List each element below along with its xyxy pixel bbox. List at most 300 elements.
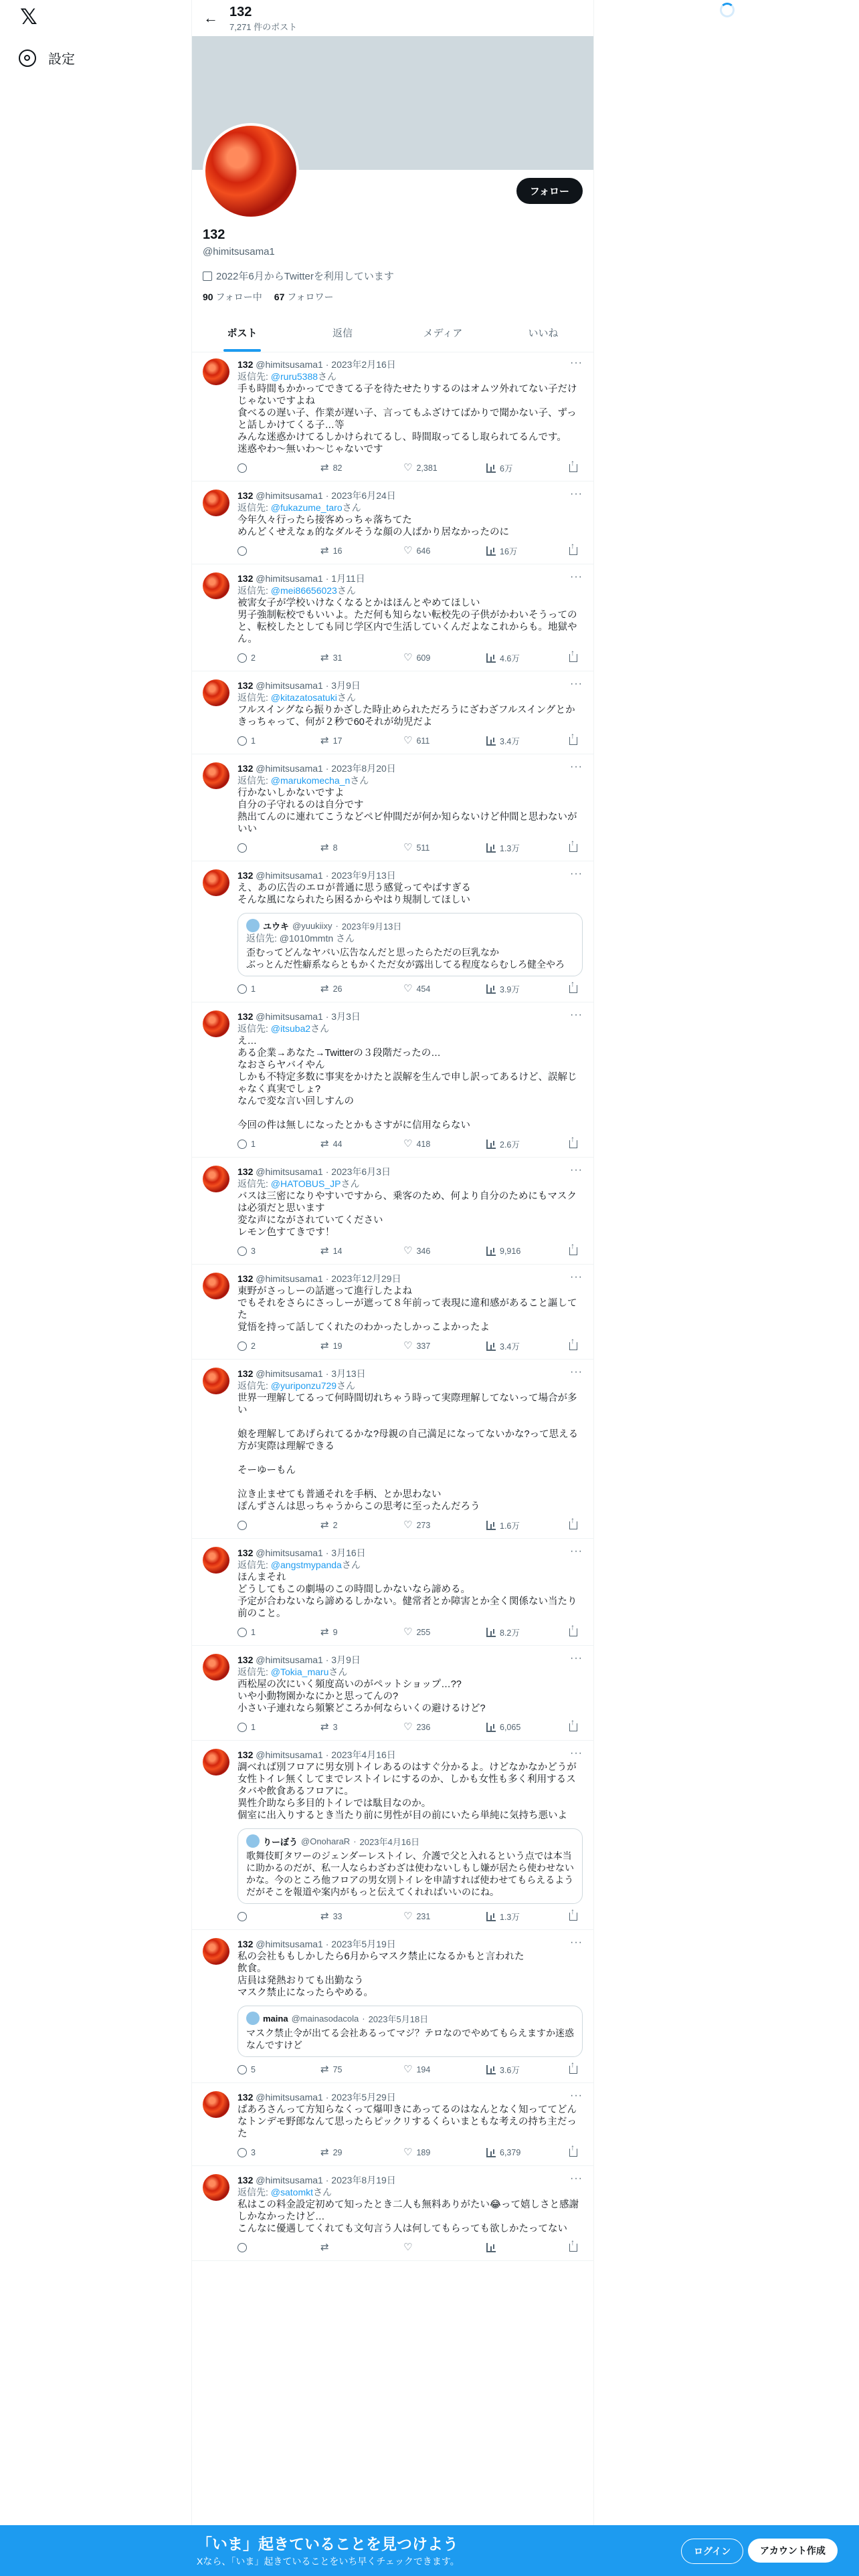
retweet-icon: ⇄ [320,1721,329,1733]
like-count: 273 [416,1521,431,1530]
retweet-button[interactable] [320,2148,381,2157]
reply-icon [237,1628,247,1637]
tweet-date[interactable]: 3月16日 [331,1547,366,1558]
reply-button[interactable] [237,1521,298,1530]
tweet-author-name[interactable]: 132 [237,359,254,370]
share-button[interactable] [569,1723,583,1731]
tweet[interactable] [192,1360,593,1539]
quote-author-name: りーぼう [263,1836,298,1847]
reply-to-handle[interactable]: @satomkt [270,2187,314,2197]
tweet-body [237,1547,583,1638]
like-button[interactable] [403,843,464,853]
reply-prefix: 返信先: [237,585,271,596]
reply-suffix: さん [341,1560,361,1570]
reply-icon [237,1247,247,1256]
retweet-count: 33 [332,1912,343,1921]
tweet-header: 132 @himitsusama1 · 2023年6月3日 [237,1166,391,1177]
tab-replies[interactable]: 返信 [332,328,353,339]
tweet-author-name[interactable]: 132 [237,2092,254,2103]
share-icon [569,2149,577,2157]
like-button[interactable] [403,736,464,746]
views-button[interactable] [486,735,547,747]
tweet[interactable] [192,1741,593,1930]
share-button[interactable] [569,654,583,662]
share-button[interactable] [569,737,583,745]
reply-button[interactable] [237,736,298,746]
retweet-button[interactable] [320,736,381,746]
retweet-button[interactable] [320,2065,381,2074]
retweet-count: 29 [332,2148,343,2157]
avatar[interactable] [203,358,229,385]
reply-to-handle[interactable]: @Tokia_maru [270,1667,329,1677]
views-button[interactable] [486,1911,547,1923]
tweet[interactable] [192,1002,593,1158]
tweet-date[interactable]: 2023年8月19日 [331,2175,396,2185]
reply-button[interactable] [237,546,298,556]
share-icon [569,1521,577,1529]
share-button[interactable] [569,1342,583,1350]
avatar[interactable] [203,572,229,599]
sidebar-item-label: 設定 [48,52,75,67]
reply-button[interactable] [237,1723,298,1732]
avatar [246,1834,260,1848]
reply-button[interactable] [237,1247,298,1256]
share-icon [569,2244,577,2252]
quoted-tweet[interactable] [237,2006,583,2057]
share-button[interactable] [569,2066,583,2074]
views-button[interactable] [486,1519,547,1531]
views-button[interactable] [486,2148,547,2157]
retweet-count: 14 [332,1247,343,1256]
reply-to-handle[interactable]: @ruru5388 [270,371,318,382]
profile-stats [203,290,334,304]
like-count: 418 [416,1140,431,1149]
reply-to-handle[interactable]: @itsuba2 [270,1023,311,1034]
avatar[interactable] [203,869,229,896]
reply-to-line [237,370,583,383]
share-button[interactable] [569,1140,583,1148]
tweet-body [237,679,583,747]
views-button[interactable] [486,652,547,664]
views-icon [486,546,496,556]
more-options-icon[interactable]: ··· [570,1545,583,1557]
retweet-button[interactable] [320,984,381,994]
reply-to-line [237,691,583,704]
like-count: 646 [416,546,431,556]
retweet-button[interactable] [320,1341,381,1351]
tweet[interactable] [192,861,593,1002]
avatar[interactable] [203,679,229,706]
retweet-button[interactable] [320,1912,381,1921]
tweet-author-name[interactable]: 132 [237,2175,254,2185]
avatar[interactable] [203,1749,229,1776]
tweet-author-handle[interactable]: @himitsusama1 [256,1749,323,1760]
share-icon [569,844,577,852]
quoted-tweet[interactable] [237,913,583,976]
reply-suffix: さん [318,371,337,382]
followers-link[interactable] [274,290,334,304]
more-options-icon[interactable]: ··· [570,1937,583,1948]
tweet-author-name[interactable]: 132 [237,1654,254,1665]
tweet[interactable] [192,1158,593,1265]
like-button[interactable] [403,1521,464,1530]
tweet[interactable] [192,1646,593,1741]
avatar[interactable] [203,1938,229,1965]
tweet-actions [237,652,583,664]
reply-to-line [237,584,583,597]
more-options-icon[interactable]: ··· [570,571,583,582]
heart-icon: ♡ [403,652,413,663]
following-link[interactable] [203,290,262,304]
tweet[interactable] [192,1265,593,1360]
more-options-icon[interactable]: ··· [570,1366,583,1378]
tweet-author-name[interactable]: 132 [237,1547,254,1558]
avatar[interactable] [203,490,229,516]
like-count: 454 [416,984,431,994]
reply-to-handle[interactable]: @HATOBUS_JP [270,1178,341,1189]
sidebar-item-settings[interactable] [19,48,75,68]
views-button[interactable] [486,1723,547,1732]
views-button[interactable] [486,983,547,995]
avatar[interactable] [203,1654,229,1681]
reply-to-handle[interactable]: @mei86656023 [270,585,337,596]
view-count: 1.3万 [500,844,520,853]
tweet-author-handle[interactable]: @himitsusama1 [256,1011,323,1022]
tweet-author-name[interactable]: 132 [237,680,254,691]
share-icon [569,654,577,662]
views-button[interactable] [486,2064,547,2076]
share-button[interactable] [569,2244,583,2252]
avatar[interactable] [203,1547,229,1574]
avatar[interactable] [203,762,229,789]
gear-icon [19,49,36,67]
reply-to-handle[interactable]: @marukomecha_n [270,775,351,786]
follow-button[interactable]: フォロー [516,178,583,204]
views-icon [486,1521,496,1530]
retweet-button[interactable] [320,1521,381,1530]
share-button[interactable] [569,2149,583,2157]
tweet-actions [237,1138,583,1150]
avatar[interactable] [203,1166,229,1192]
share-icon [569,985,577,993]
views-button[interactable] [486,842,547,854]
heart-icon: ♡ [403,1245,413,1257]
tweet[interactable] [192,1930,593,2083]
tweet-date[interactable]: 3月9日 [331,680,361,691]
retweet-button[interactable] [320,546,381,556]
tweet-actions [237,2242,583,2254]
like-button[interactable] [403,1341,464,1351]
reply-button[interactable] [237,2148,298,2157]
like-button[interactable] [403,1723,464,1732]
more-options-icon[interactable]: ··· [570,357,583,368]
share-icon [569,2066,577,2074]
views-button[interactable] [486,1247,547,1256]
reply-button[interactable] [237,653,298,663]
more-options-icon[interactable]: ··· [570,868,583,879]
reply-icon [237,1140,247,1149]
tweet-text: フルスイングなら振りかざした時止められただろうにざわざフルスイングとかきっちゃって、何が２秒で60それが幼児だよ [237,705,575,728]
tweet-author-handle[interactable]: @himitsusama1 [256,1547,323,1558]
tweet-author-handle[interactable]: @himitsusama1 [256,1368,323,1379]
tweet-author-handle[interactable]: @himitsusama1 [256,680,323,691]
tweet-date[interactable]: 2023年12月29日 [331,1273,401,1284]
more-options-icon[interactable]: ··· [570,1652,583,1664]
views-icon [486,1341,496,1351]
retweet-icon: ⇄ [320,545,329,556]
share-button[interactable] [569,464,583,472]
share-icon [569,1723,577,1731]
tweet-author-name[interactable]: 132 [237,1749,254,1760]
heart-icon: ♡ [403,983,413,994]
retweet-button[interactable] [320,843,381,853]
tweet-author-handle[interactable]: @himitsusama1 [256,573,323,584]
reply-suffix: さん [337,692,356,703]
like-button[interactable] [403,1912,464,1921]
more-options-icon[interactable]: ··· [570,761,583,772]
retweet-button[interactable] [320,1723,381,1732]
reply-to-handle[interactable]: @fukazume_taro [270,502,343,513]
avatar[interactable] [203,2174,229,2201]
tab-media[interactable]: メディア [423,328,463,339]
retweet-button[interactable] [320,463,381,473]
retweet-button[interactable] [320,653,381,663]
tweet-body [237,1938,583,2076]
more-options-icon[interactable]: ··· [570,678,583,689]
reply-icon [237,2065,247,2074]
reply-to-line [237,1023,583,1035]
login-button[interactable]: ログイン [681,2539,743,2564]
reply-button[interactable] [237,463,298,473]
tweet-text: 被害女子が学校いけなくなるとかはほんとやめてほしい 男子強制転校でもいいよ。ただ何も知らない転校先の子供がかわいそうってのと、転校したとしても同じ学区内で生活していくんだよなこれからも。地獄やん。 [237,598,577,645]
quoted-tweet[interactable] [237,1828,583,1904]
reply-button[interactable] [237,2065,298,2074]
tweet-actions [237,2064,583,2076]
views-button[interactable] [486,2243,547,2252]
signup-button[interactable]: アカウント作成 [748,2539,838,2563]
tweet-date[interactable]: 2023年8月20日 [331,763,396,774]
tweet-author-handle[interactable]: @himitsusama1 [256,2175,323,2185]
like-button[interactable] [403,1140,464,1149]
tweet-text: 今年久々行ったら接客めっちゃ落ちてた めんどくせえなぁ的なダルそうな顔の人ばかり居なかったのに [237,515,509,538]
like-button[interactable] [403,1628,464,1637]
like-count: 194 [416,2065,431,2074]
like-button[interactable] [403,2243,464,2252]
view-count: 6万 [500,464,513,473]
retweet-icon: ⇄ [320,1340,329,1352]
avatar[interactable] [203,1273,229,1299]
tweet-author-handle[interactable]: @himitsusama1 [256,1273,323,1284]
tweet-date[interactable]: 2023年6月3日 [331,1166,391,1177]
avatar[interactable] [203,1368,229,1394]
retweet-icon: ⇄ [320,2242,329,2253]
x-logo-icon[interactable]: 𝕏 [20,5,37,29]
reply-prefix: 返信先: [237,1380,271,1391]
reply-button[interactable] [237,843,298,853]
tweet-actions [237,462,583,474]
retweet-button[interactable] [320,1247,381,1256]
share-button[interactable] [569,1521,583,1529]
views-button[interactable] [486,545,547,557]
tweet[interactable] [192,2166,593,2261]
reply-to-handle[interactable]: @angstmypanda [270,1560,342,1570]
tweet-author-handle[interactable]: @himitsusama1 [256,1166,323,1177]
share-button[interactable] [569,1628,583,1636]
views-button[interactable] [486,1340,547,1352]
tweet-header: 132 @himitsusama1 · 2023年2月16日 [237,359,396,370]
followers-count: 67 [274,292,285,302]
tweet-author-name[interactable]: 132 [237,490,254,501]
reply-button[interactable] [237,1912,298,1921]
tweet-date[interactable]: 2023年4月16日 [331,1749,396,1760]
more-options-icon[interactable]: ··· [570,2173,583,2184]
tweet-header: 132 @himitsusama1 · 1月11日 [237,573,365,584]
reply-prefix: 返信先: [237,1667,271,1677]
like-count: 609 [416,653,431,663]
share-button[interactable] [569,547,583,555]
tweet[interactable] [192,564,593,671]
tweet[interactable] [192,2083,593,2166]
tab-posts[interactable]: ポスト [192,316,292,352]
retweet-button[interactable] [320,2243,381,2252]
reply-button[interactable] [237,1341,298,1351]
tweet-body [237,2091,583,2159]
more-options-icon[interactable]: ··· [570,2090,583,2101]
tweet[interactable] [192,754,593,861]
tweet-author-name[interactable]: 132 [237,870,254,881]
share-button[interactable] [569,1913,583,1921]
view-count: 8.2万 [500,1628,520,1638]
heart-icon: ♡ [403,1626,413,1638]
tweet-body [237,1273,583,1352]
avatar[interactable] [203,2091,229,2118]
tweet[interactable] [192,671,593,754]
like-button[interactable] [403,463,464,473]
share-icon [569,1342,577,1350]
tweet-author-name[interactable]: 132 [237,1011,254,1022]
share-button[interactable] [569,985,583,993]
avatar [246,2012,260,2025]
reply-button[interactable] [237,1140,298,1149]
retweet-count: 44 [332,1140,343,1149]
retweet-button[interactable] [320,1628,381,1637]
view-count: 6,065 [500,1723,521,1732]
tweet-author-handle[interactable]: @himitsusama1 [256,490,323,501]
share-icon [569,547,577,555]
like-button[interactable] [403,1247,464,1256]
like-button[interactable] [403,2148,464,2157]
tweet-author-name[interactable]: 132 [237,1166,254,1177]
tweet-author-name[interactable]: 132 [237,573,254,584]
like-count: 611 [416,736,430,746]
tweet-feed [192,350,593,2261]
tweet-author-handle[interactable]: @himitsusama1 [256,870,323,881]
retweet-icon: ⇄ [320,2064,329,2075]
like-count: 511 [416,843,430,853]
reply-icon [237,1912,247,1921]
tab-likes[interactable]: いいね [528,328,559,339]
tweet-author-handle[interactable]: @himitsusama1 [256,359,323,370]
like-button[interactable] [403,546,464,556]
tweet-actions [237,1721,583,1733]
quote-author-handle: @mainasodacola [291,2013,359,2024]
reply-to-handle[interactable]: @yuriponzu729 [270,1380,337,1391]
retweet-icon: ⇄ [320,1519,329,1531]
avatar[interactable] [203,1010,229,1037]
tweet-text: 調べれば別フロアに男女別トイレあるのはすぐ分かるよ。けどなかなかどうが女性トイレ無くしてまでレストイレにするのか、しかも女性も多く利用するスタバや飲食あるフロアに。 異性介助なら多目的トイレでは駄目なのか。 個室に出入りするとき当たり前に男性が目の前にいたら単純に気持ち悪いよ [237,1762,577,1821]
heart-icon: ♡ [403,1138,413,1150]
reply-to-line [237,2186,583,2198]
like-button[interactable] [403,653,464,663]
tweet-author-handle[interactable]: @himitsusama1 [256,2092,323,2103]
more-options-icon[interactable]: ··· [570,1747,583,1759]
retweet-button[interactable] [320,1140,381,1149]
like-button[interactable] [403,984,464,994]
reply-icon [237,984,247,994]
tweet[interactable] [192,481,593,564]
views-icon [486,1140,496,1149]
tweet-date[interactable]: 3月3日 [331,1011,361,1022]
quote-date: 2023年9月13日 [341,921,402,932]
tweet[interactable] [192,350,593,481]
reply-button[interactable] [237,984,298,994]
reply-to-handle[interactable]: @kitazatosatuki [270,692,337,703]
reply-icon [237,1521,247,1530]
tweet[interactable] [192,1539,593,1646]
tweet-date[interactable]: 2023年5月19日 [331,1939,396,1949]
tweet-date[interactable]: 2023年2月16日 [331,359,396,370]
tweet-author-name[interactable]: 132 [237,1939,254,1949]
reply-button[interactable] [237,1628,298,1637]
quote-header: maina @mainasodacola · 2023年5月18日 [246,2012,574,2025]
like-count: 337 [416,1341,431,1351]
retweet-count: 2 [332,1521,338,1530]
tweet-date[interactable]: 3月9日 [331,1654,361,1665]
more-options-icon[interactable]: ··· [570,488,583,500]
views-button[interactable] [486,1138,547,1150]
tweet-header: 132 @himitsusama1 · 2023年6月24日 [237,490,396,501]
views-button[interactable] [486,462,547,474]
tweet-author-handle[interactable]: @himitsusama1 [256,1654,323,1665]
reply-button[interactable] [237,2243,298,2252]
reply-count: 3 [251,1247,256,1256]
share-button[interactable] [569,1247,583,1255]
tweet-date[interactable]: 2023年9月13日 [331,870,396,881]
views-button[interactable] [486,1626,547,1638]
tweet-header: 132 @himitsusama1 · 3月9日 [237,1654,361,1665]
tweet-date[interactable]: 2023年6月24日 [331,490,396,501]
views-icon [486,653,496,663]
tweet-author-handle[interactable]: @himitsusama1 [256,763,323,774]
tweet-author-handle[interactable]: @himitsusama1 [256,1939,323,1949]
tweet-author-name[interactable]: 132 [237,1368,254,1379]
more-options-icon[interactable]: ··· [570,1164,583,1176]
tweet-author-name[interactable]: 132 [237,763,254,774]
tweet-header: 132 @himitsusama1 · 2023年12月29日 [237,1273,401,1284]
tweet-date[interactable]: 3月13日 [331,1368,366,1379]
more-options-icon[interactable]: ··· [570,1271,583,1283]
like-button[interactable] [403,2065,464,2074]
tweet-date[interactable]: 2023年5月29日 [331,2092,396,2103]
share-button[interactable] [569,844,583,852]
retweet-count: 8 [332,843,338,853]
more-options-icon[interactable]: ··· [570,1009,583,1021]
tweet-author-name[interactable]: 132 [237,1273,254,1284]
tweet-actions [237,983,583,995]
tweet-date[interactable]: 1月11日 [331,573,365,584]
avatar[interactable] [203,123,299,219]
back-arrow-icon[interactable]: ← [203,9,218,26]
